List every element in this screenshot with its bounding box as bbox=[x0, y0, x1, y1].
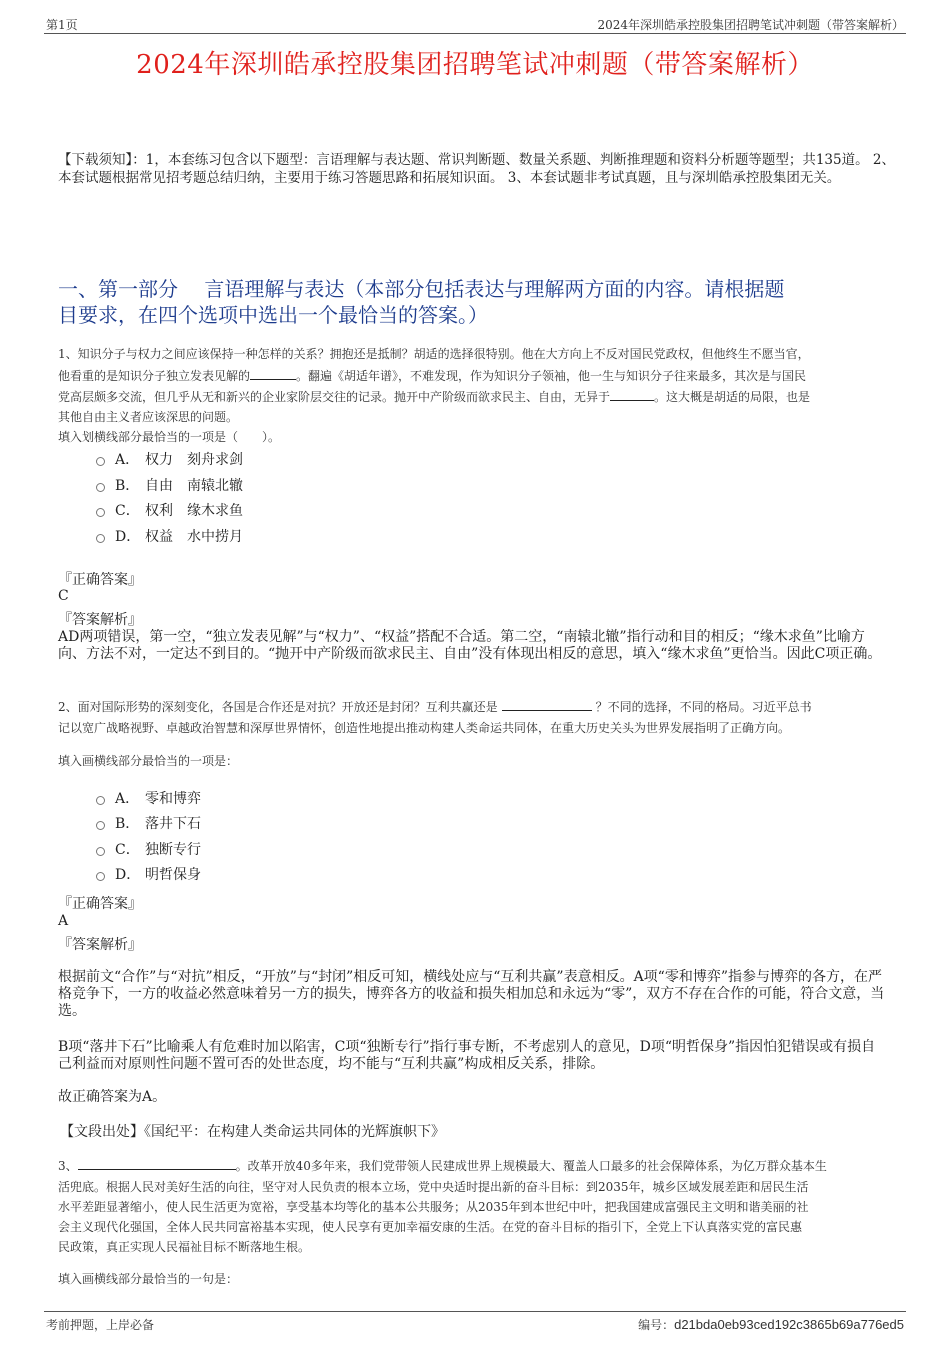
section-heading-line2: 目要求，在四个选项中选出一个最恰当的答案。） bbox=[58, 303, 488, 327]
q2-line2: 记以宽广战略视野、卓越政治智慧和深厚世界情怀，创造性地提出推动构建人类命运共同体，在重大历史关头为世界发展指明了正确方向。 bbox=[58, 721, 791, 735]
header-doc-title: 2024年深圳皓承控股集团招聘笔试冲刺题（带答案解析） bbox=[597, 18, 904, 32]
q3-line4: 会主义现代化强国，全体人民共同富裕基本实现，使人民享有更加幸福安康的生活。在党的奋斗目标的指引下，全党上下认真落实党的富民惠 bbox=[58, 1220, 803, 1234]
page-title: 2024年深圳皓承控股集团招聘笔试冲刺题（带答案解析） bbox=[136, 50, 814, 80]
footer-code bbox=[638, 1316, 904, 1333]
option-word: 南辕北辙 bbox=[187, 478, 243, 494]
q3-line5: 民政策，真正实现人民福祉目标不断落地生根。 bbox=[58, 1240, 311, 1254]
q2-analysis-label: 『答案解析』 bbox=[58, 937, 142, 953]
option-word: 缘木求鱼 bbox=[187, 503, 243, 519]
option-letter: B． bbox=[115, 478, 140, 494]
q2-blank bbox=[502, 698, 592, 711]
q1-line1: 1、知识分子与权力之间应该保持一种怎样的关系？拥抱还是抵制？胡适的选择很特别。他在大方向上不反对国民党政权，但他终生不愿当官， bbox=[58, 347, 810, 361]
q2-analysis-para2: B项“落井下石”比喻乘人有危难时加以陷害，C项“独断专行”指行事专断，不考虑别人的意见，D项“明哲保身”指因怕犯错误或有损自己利益而对原则性问题不置可否的处世态度，均不能与“互利共赢”构成相反关系，排除。 bbox=[58, 1039, 876, 1072]
q3-line1 bbox=[58, 1157, 900, 1176]
footer-slogan: 考前押题，上岸必备 bbox=[46, 1318, 155, 1332]
q3-prompt: 填入画横线部分最恰当的一句是： bbox=[58, 1272, 239, 1286]
q1-text: 。翻遍《胡适年谱》，不难发现，作为知识分子领袖，他一生与知识分子往来最多，其次是与国民 bbox=[296, 369, 807, 383]
radio-icon[interactable] bbox=[96, 821, 105, 830]
q1-analysis: AD两项错误，第一空，“独立发表见解”与“权力”、“权益”搭配不合适。第二空，“南辕北辙”指行动和目的相反；“缘木求鱼”比喻方向、方法不对，一定达不到目的。“抛开中产阶级而欲求民主、自由”没有体现出相反的意思，填入“缘木求鱼”更恰当。因此C项正确。 bbox=[58, 629, 882, 662]
option-word: 刻舟求剑 bbox=[187, 452, 243, 468]
q1-answer: C bbox=[58, 588, 69, 604]
q2-option-a[interactable] bbox=[96, 788, 201, 808]
q2-option-b[interactable] bbox=[96, 813, 201, 833]
q1-answer-label: 『正确答案』 bbox=[58, 572, 142, 588]
q1-option-b[interactable] bbox=[96, 475, 243, 495]
q2-source: 【文段出处】《国纪平：在构建人类命运共同体的光辉旗帜下》 bbox=[60, 1124, 445, 1140]
header-rule bbox=[44, 33, 906, 34]
q1-text: 他看重的是知识分子独立发表见解的 bbox=[58, 369, 251, 383]
option-letter: D． bbox=[115, 529, 141, 545]
option-letter: D． bbox=[115, 867, 141, 883]
q1-line3 bbox=[58, 388, 900, 407]
option-word: 权力 bbox=[145, 452, 173, 468]
option-letter: C． bbox=[115, 842, 140, 858]
q2-option-c[interactable] bbox=[96, 839, 201, 859]
q3-line2: 活兜底。根据人民对美好生活的向往，坚守对人民负责的根本立场，党中央适时提出新的奋斗目标：到2035年，城乡区域发展差距和居民生活 bbox=[58, 1180, 809, 1194]
radio-icon[interactable] bbox=[96, 534, 105, 543]
option-word: 权益 bbox=[145, 529, 173, 545]
radio-icon[interactable] bbox=[96, 872, 105, 881]
option-word: 明哲保身 bbox=[145, 867, 201, 883]
option-word: 自由 bbox=[145, 478, 173, 494]
q1-text: 。这大概是胡适的局限，也是 bbox=[654, 390, 811, 404]
footer-code-label: 编号： bbox=[638, 1318, 675, 1332]
q2-text: ？不同的选择，不同的格局。习近平总书 bbox=[595, 700, 812, 714]
q2-option-d[interactable] bbox=[96, 864, 201, 884]
q2-prompt: 填入画横线部分最恰当的一项是： bbox=[58, 754, 239, 768]
page-number: 第1页 bbox=[46, 18, 78, 32]
q1-analysis-label: 『答案解析』 bbox=[58, 612, 142, 628]
q3-text: 3、 bbox=[58, 1159, 78, 1173]
q1-prompt: 填入划横线部分最恰当的一项是（ ）。 bbox=[58, 430, 281, 444]
option-word: 权利 bbox=[145, 503, 173, 519]
option-word: 独断专行 bbox=[145, 842, 201, 858]
option-word: 落井下石 bbox=[145, 816, 201, 832]
footer-rule bbox=[44, 1311, 906, 1312]
q2-answer-label: 『正确答案』 bbox=[58, 896, 142, 912]
q2-answer: A bbox=[58, 913, 69, 929]
radio-icon[interactable] bbox=[96, 796, 105, 805]
q3-text: 。改革开放40多年来，我们党带领人民建成世界上规模最大、覆盖人口最多的社会保障体系，为亿万群众基本生 bbox=[235, 1159, 827, 1173]
q2-analysis-para3: 故正确答案为A。 bbox=[58, 1089, 167, 1105]
radio-icon[interactable] bbox=[96, 457, 105, 466]
option-word: 水中捞月 bbox=[187, 529, 243, 545]
q1-line2 bbox=[58, 367, 900, 386]
q1-blank-2 bbox=[610, 388, 654, 401]
option-letter: A． bbox=[115, 452, 140, 468]
radio-icon[interactable] bbox=[96, 508, 105, 517]
option-letter: A． bbox=[115, 791, 140, 807]
q2-text: 2、面对国际形势的深刻变化，各国是合作还是对抗？开放还是封闭？互利共赢还是 bbox=[58, 700, 498, 714]
q1-option-a[interactable] bbox=[96, 449, 243, 469]
radio-icon[interactable] bbox=[96, 847, 105, 856]
section-heading-line1: 一、第一部分 言语理解与表达（本部分包括表达与理解两方面的内容。请根据题 bbox=[58, 277, 785, 301]
radio-icon[interactable] bbox=[96, 483, 105, 492]
q3-line3: 水平差距显著缩小，使人民生活更为宽裕，享受基本均等化的基本公共服务；从2035年到本世纪中叶，把我国建成富强民主文明和谐美丽的社 bbox=[58, 1200, 809, 1214]
footer-code-value: d21bda0eb93ced192c3865b69a776ed5 bbox=[674, 1317, 904, 1332]
q2-line1 bbox=[58, 698, 900, 717]
q1-option-d[interactable] bbox=[96, 526, 243, 546]
q1-line4: 其他自由主义者应该深思的问题。 bbox=[58, 410, 239, 424]
option-letter: C． bbox=[115, 503, 140, 519]
q3-blank bbox=[78, 1157, 236, 1170]
q1-blank-1 bbox=[250, 367, 296, 380]
download-notice: 【下载须知】：1，本套练习包含以下题型：言语理解与表达题、常识判断题、数量关系题、判断推理题和资料分析题等题型；共135道。 2、本套试题根据常见招考题总结归纳，主要用于练习答题思路和拓展知识面。 3、本套试题非考试真题，且与深圳皓承控股集团无关。 bbox=[58, 152, 895, 186]
option-word: 零和博弈 bbox=[145, 791, 201, 807]
q1-option-c[interactable] bbox=[96, 500, 243, 520]
q2-analysis-para1: 根据前文“合作”与“对抗”相反，“开放”与“封闭”相反可知，横线处应与“互利共赢”表意相反。A项“零和博弈”指参与博弈的各方，在严格竞争下，一方的收益必然意味着另一方的损失，博弈各方的收益和损失相加总和永远为“零”，双方不存在合作的可能，符合文意，当选。 bbox=[58, 969, 885, 1019]
option-letter: B． bbox=[115, 816, 140, 832]
q1-text: 党高层颇多交流，但几乎从无和新兴的企业家阶层交往的记录。抛开中产阶级而欲求民主、自由，无异于 bbox=[58, 390, 611, 404]
